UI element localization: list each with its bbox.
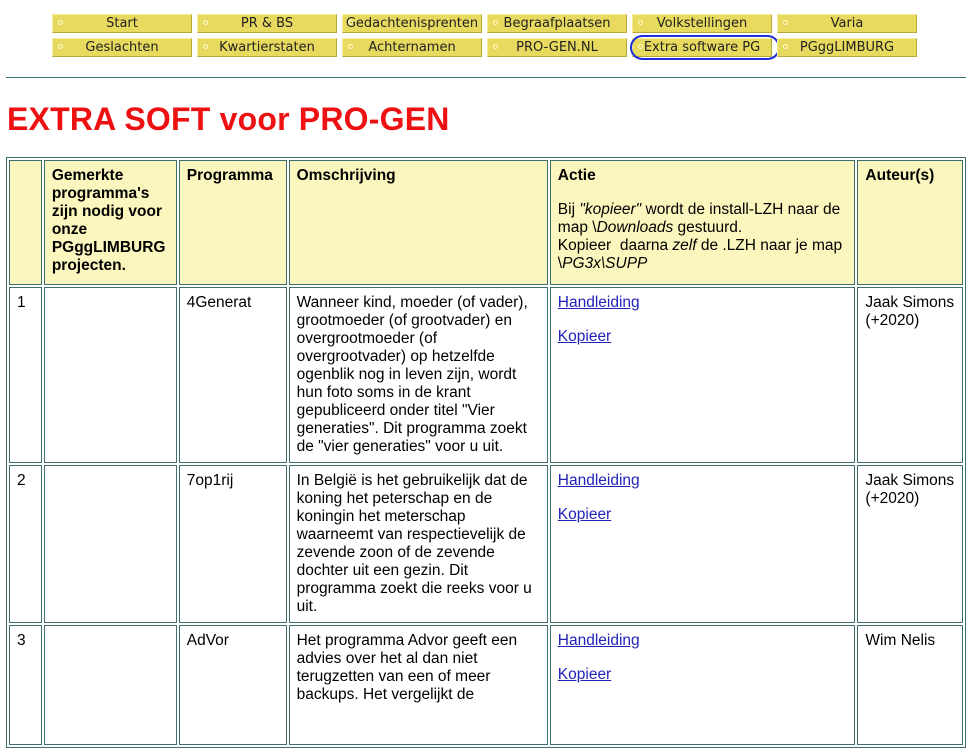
note-text: gestuurd. xyxy=(673,219,743,236)
bullet-icon xyxy=(58,44,63,49)
cell-actie xyxy=(550,465,856,623)
header-omschrijving: Omschrijving xyxy=(289,160,548,285)
cell-nr: 3 xyxy=(9,625,42,745)
handleiding-link[interactable]: Handleiding xyxy=(557,472,640,489)
header-actie-label: Actie xyxy=(557,167,596,184)
cell-marked xyxy=(44,465,177,623)
actie-note xyxy=(558,201,848,273)
handleiding-link[interactable]: Handleiding xyxy=(557,632,640,649)
top-navigation xyxy=(52,14,920,62)
cell-nr: 1 xyxy=(9,287,42,463)
kopieer-link[interactable]: Kopieer xyxy=(557,328,612,345)
bullet-icon xyxy=(493,20,498,25)
cell-marked xyxy=(44,625,177,745)
horizontal-divider xyxy=(6,77,966,78)
bullet-icon xyxy=(348,44,353,49)
nav-row-2 xyxy=(52,38,920,57)
nav-pr-bs[interactable] xyxy=(197,14,337,33)
header-marked: Gemerkte programma's zijn nodig voor onze PGggLIMBURG projecten. xyxy=(44,160,177,285)
note-text: Bij xyxy=(557,201,580,218)
nav-pggglimburg[interactable] xyxy=(777,38,917,57)
table-row xyxy=(9,287,963,463)
nav-start[interactable] xyxy=(52,14,192,33)
nav-label: PRO-GEN.NL xyxy=(516,40,598,55)
kopieer-link[interactable]: Kopieer xyxy=(557,666,612,683)
nav-gedachtenisprenten[interactable] xyxy=(342,14,482,33)
cell-programma: 7op1rij xyxy=(179,465,287,623)
note-text: Kopieer daarna xyxy=(557,237,673,254)
nav-label: Varia xyxy=(830,16,864,31)
cell-actie xyxy=(550,287,856,463)
header-nr xyxy=(9,160,42,285)
bullet-icon xyxy=(203,44,208,49)
bullet-icon xyxy=(493,44,498,49)
table-header-row xyxy=(9,160,963,285)
cell-programma: 4Generat xyxy=(179,287,287,463)
header-actie xyxy=(550,160,856,285)
cell-marked xyxy=(44,287,177,463)
note-text-italic: Downloads xyxy=(596,219,674,236)
nav-label: Gedachtenisprenten xyxy=(345,16,479,31)
bullet-icon xyxy=(783,20,788,25)
header-programma: Programma xyxy=(179,160,287,285)
nav-extra-software-pg[interactable] xyxy=(632,38,772,57)
cell-omschrijving: Het programma Advor geeft een advies over het al dan niet terugzetten van een of meer backups. Het vergelijkt de xyxy=(289,625,548,745)
nav-volkstellingen[interactable] xyxy=(632,14,772,33)
nav-pro-gen-nl[interactable] xyxy=(487,38,627,57)
nav-label: Extra software PG xyxy=(643,40,761,55)
bullet-icon xyxy=(203,20,208,25)
handleiding-link[interactable]: Handleiding xyxy=(557,294,640,311)
nav-label: Start xyxy=(106,16,138,31)
software-table xyxy=(6,157,966,748)
cell-omschrijving: Wanneer kind, moeder (of vader), grootmoeder (of grootvader) en overgrootmoeder (of overgrootvader) op hetzelfde ogenblik nog in leven zijn, wordt hun foto soms in de krant gepubliceerd onder titel "Vier generaties". Dit programma zoekt de "vier generaties" voor u uit. xyxy=(289,287,548,463)
table-row xyxy=(9,465,963,623)
cell-auteur: Jaak Simons (+2020) xyxy=(857,465,963,623)
cell-auteur: Jaak Simons (+2020) xyxy=(857,287,963,463)
nav-label: Geslachten xyxy=(85,40,159,55)
cell-programma: AdVor xyxy=(179,625,287,745)
nav-kwartierstaten[interactable] xyxy=(197,38,337,57)
nav-label: Begraafplaatsen xyxy=(503,16,611,31)
nav-label: PR & BS xyxy=(240,16,294,31)
nav-begraafplaatsen[interactable] xyxy=(487,14,627,33)
bullet-icon xyxy=(638,20,643,25)
cell-omschrijving: In België is het gebruikelijk dat de koning het peterschap en de koningin het meterschap waarneemt van respectievelijk de zevende zoon of de zevende dochter uit een gezin. Dit programma zoekt die reeks voor u uit. xyxy=(289,465,548,623)
nav-label: Volkstellingen xyxy=(656,16,748,31)
nav-row-1 xyxy=(52,14,920,33)
bullet-icon xyxy=(783,44,788,49)
cell-auteur: Wim Nelis xyxy=(857,625,963,745)
note-text-italic: "kopieer" xyxy=(579,201,642,218)
note-text: de .LZH naar je map \ xyxy=(557,237,843,272)
nav-achternamen[interactable] xyxy=(342,38,482,57)
note-text-italic: zelf xyxy=(672,237,697,254)
header-auteur: Auteur(s) xyxy=(857,160,963,285)
cell-actie xyxy=(550,625,856,745)
nav-label: PGggLIMBURG xyxy=(799,40,895,55)
page-title: EXTRA SOFT voor PRO-GEN xyxy=(7,101,450,137)
bullet-icon xyxy=(638,44,643,49)
bullet-icon xyxy=(58,20,63,25)
kopieer-link[interactable]: Kopieer xyxy=(557,506,612,523)
cell-nr: 2 xyxy=(9,465,42,623)
bullet-icon xyxy=(348,20,353,25)
nav-label: Kwartierstaten xyxy=(219,40,315,55)
note-text: wordt de install-LZH naar de map \ xyxy=(557,201,841,236)
nav-varia[interactable] xyxy=(777,14,917,33)
note-text-italic: PG3x\SUPP xyxy=(562,255,648,272)
nav-geslachten[interactable] xyxy=(52,38,192,57)
nav-label: Achternamen xyxy=(368,40,456,55)
table-row xyxy=(9,625,963,745)
